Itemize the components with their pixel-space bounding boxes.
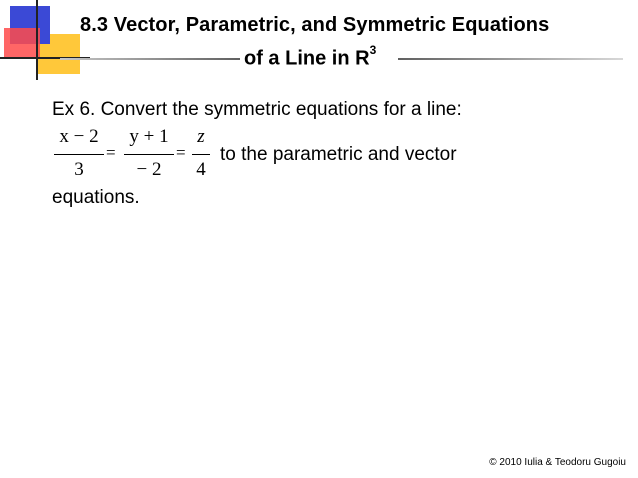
title-rule-left (60, 58, 240, 60)
fraction-z (192, 126, 210, 182)
page-title-line2 (244, 43, 377, 71)
fraction-x-bar (54, 154, 104, 155)
fraction-z-denominator: 4 (196, 159, 206, 180)
fraction-z-bar (192, 154, 210, 155)
title-superscript: 3 (369, 43, 377, 57)
fraction-x (54, 126, 104, 182)
example-tail-text: equations. (52, 187, 140, 208)
fraction-z-numerator: z (197, 126, 205, 147)
title-line2-text: of a Line in R (244, 47, 370, 70)
fraction-x-denominator: 3 (74, 159, 84, 180)
fraction-y-denominator: − 2 (136, 159, 162, 180)
fraction-x-numerator: x − 2 (59, 126, 99, 147)
copyright-footer: © 2010 Iulia & Teodoru Gugoiu (489, 457, 626, 468)
fraction-y (124, 126, 174, 182)
logo-red-square (4, 28, 40, 58)
equals-sign-1: = (106, 143, 116, 162)
equals-sign-2: = (176, 143, 186, 162)
title-rule-right (398, 58, 623, 60)
page-title-line1: 8.3 Vector, Parametric, and Symmetric Equations (80, 14, 550, 36)
example-trailing-text: to the parametric and vector (220, 144, 457, 165)
example-intro: Ex 6. Convert the symmetric equations for a line: (52, 99, 462, 120)
fraction-y-numerator: y + 1 (129, 126, 169, 147)
logo-decoration (0, 0, 90, 80)
fraction-y-bar (124, 154, 174, 155)
